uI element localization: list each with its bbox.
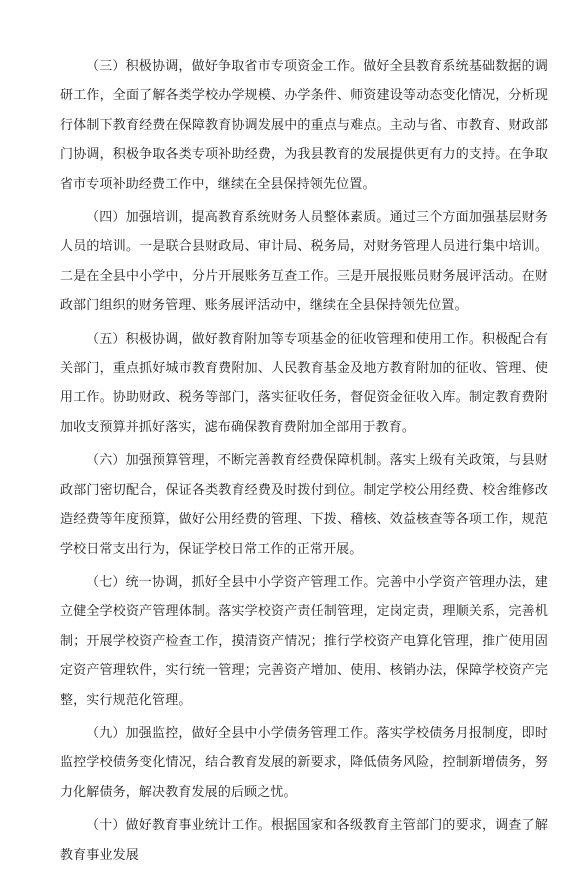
document-page (60, 52, 548, 874)
paragraph-item-6: （六）加强预算管理，不断完善教育经费保障机制。落实上级有关政策，与县财政部门密切配合，保证各类教育经费及时拨付到位。制定学校公用经费、校舍维修改造经费等年度预算，做好公用经费的管理、下拨、稽核、效益核查等各项工作，规范学校日常支出行为，保证学校日常工作的正常开展。 (60, 453, 548, 557)
paragraph-item-5: （五）积极协调，做好教育附加等专项基金的征收管理和使用工作。积极配合有关部门，重点抓好城市教育费附加、人民教育基金及地方教育附加的征收、管理、使用工作。协助财政、税务等部门，落实征收任务，督促资金征收入库。制定教育费附加收支预算并抓好落实，滤布确保教育费附加全部用于教育。 (60, 331, 548, 435)
paragraph-item-7: （七）统一协调，抓好全县中小学资产管理工作。完善中小学资产管理办法，建立健全学校资产管理体制。落实学校资产责任制管理，定岗定责，理顺关系，完善机制；开展学校资产检查工作，摸清资产情况；推行学校资产电算化管理，推广使用固定资产管理软件，实行统一管理；完善资产增加、使用、核销办法，保障学校资产完整，实行规范化管理。 (60, 574, 548, 708)
paragraph-item-10: （十）做好教育事业统计工作。根据国家和各级教育主管部门的要求，调查了解教育事业发展 (60, 818, 548, 863)
paragraph-item-9: （九）加强监控，做好全县中小学债务管理工作。落实学校债务月报制度，即时监控学校债务变化情况，结合教育发展的新要求，降低债务风险，控制新增债务，努力化解债务，解决教育发展的后顾之忧。 (60, 725, 548, 800)
paragraph-item-3: （三）积极协调，做好争取省市专项资金工作。做好全县教育系统基础数据的调研工作，全面了解各类学校办学规模、办学条件、师资建设等动态变化情况，分析现行体制下教育经费在保障教育协调发展中的重点与难点。主动与省、市教育、财政部门协调，积极争取各类专项补助经费，为我县教育的发展提供更有力的支持。在争取省市专项补助经费工作中，继续在全县保持领先位置。 (60, 59, 548, 192)
paragraph-item-4: （四）加强培训，提高教育系统财务人员整体素质。通过三个方面加强基层财务人员的培训。一是联合县财政局、审计局、税务局，对财务管理人员进行集中培训。二是在全县中小学中，分片开展账务互查工作。三是开展报账员财务展评活动。在财政部门组织的财务管理、账务展评活动中，继续在全县保持领先位置。 (60, 210, 548, 314)
